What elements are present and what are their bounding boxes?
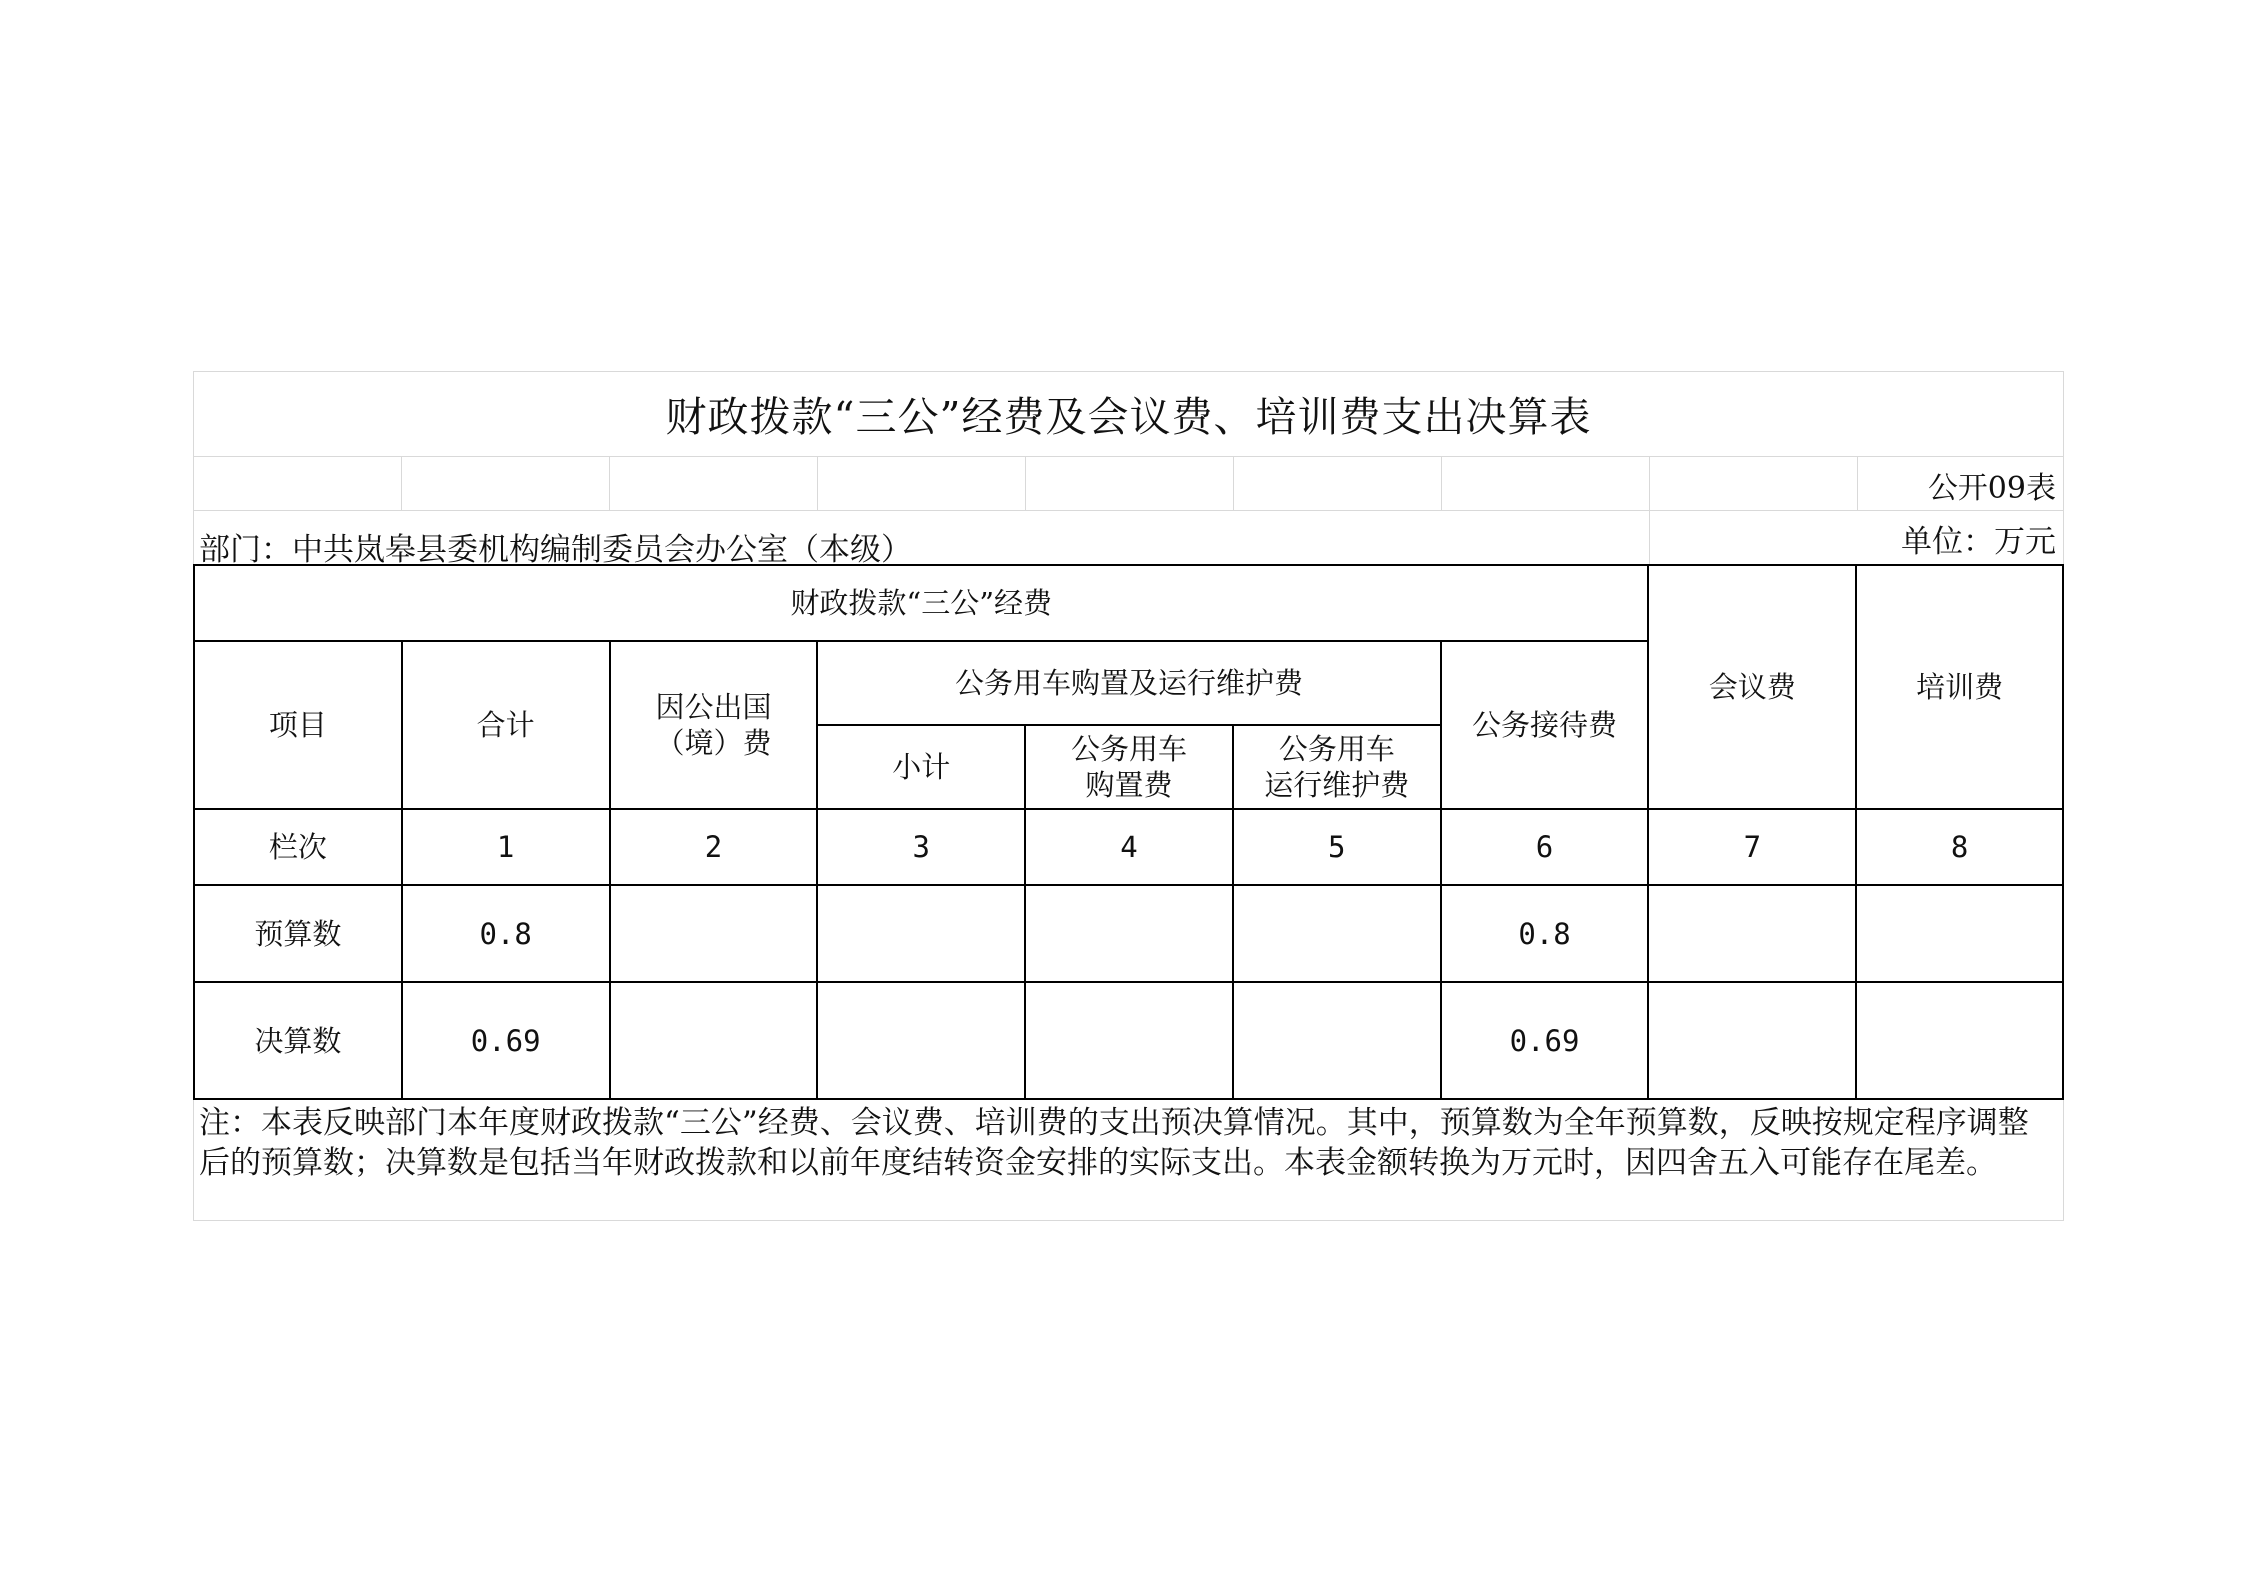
- abroad-header: [610, 641, 818, 809]
- table-row: [194, 982, 2063, 1099]
- table-cell: [817, 982, 1025, 1099]
- table-cell: [610, 982, 818, 1099]
- table-cell: [1233, 885, 1441, 982]
- vehicle-operation-header: [1233, 725, 1441, 809]
- table-cell: [1856, 885, 2063, 982]
- grid-line: [1441, 456, 1442, 510]
- three-public-group-header: 财政拨款“三公”经费: [194, 565, 1648, 641]
- total-header: 合计: [402, 641, 610, 809]
- report-title: 财政拨款“三公”经费及会议费、培训费支出决算表: [665, 393, 1592, 441]
- table-cell: [1856, 982, 2063, 1099]
- table-cell: [1025, 885, 1233, 982]
- unit-label: 单位：万元: [1901, 524, 2056, 560]
- header-row-1: [194, 565, 2063, 641]
- column-index-label: 栏次: [194, 809, 402, 885]
- grid-line: [1025, 456, 1026, 510]
- subtotal-header: 小计: [817, 725, 1025, 809]
- table-cell: 0.69: [1441, 982, 1649, 1099]
- grid-line: [817, 456, 818, 510]
- grid-line: [193, 456, 2064, 457]
- expense-table: [193, 564, 2064, 1100]
- report-sheet: [193, 371, 2064, 1221]
- column-index-cell: 6: [1441, 809, 1649, 885]
- table-cell: [817, 885, 1025, 982]
- abroad-header-line2: （境）费: [655, 726, 772, 760]
- grid-line: [1649, 456, 1650, 564]
- row-label: 决算数: [194, 982, 402, 1099]
- table-cell: [610, 885, 818, 982]
- form-number: 公开09表: [1927, 471, 2056, 506]
- table-row: [194, 885, 2063, 982]
- column-index-cell: 4: [1025, 809, 1233, 885]
- grid-line: [193, 510, 2064, 511]
- grid-line: [1233, 456, 1234, 510]
- grid-line: [1857, 456, 1858, 510]
- column-index-cell: 8: [1856, 809, 2063, 885]
- vehicle-purchase-line1: 公务用车: [1070, 732, 1187, 766]
- item-header: 项目: [194, 641, 402, 809]
- training-header: 培训费: [1856, 565, 2063, 809]
- table-cell: [1025, 982, 1233, 1099]
- grid-line: [193, 1220, 2064, 1221]
- column-index-cell: 7: [1648, 809, 1856, 885]
- reception-header: 公务接待费: [1441, 641, 1649, 809]
- vehicle-purchase-header: [1025, 725, 1233, 809]
- table-cell: [1648, 982, 1856, 1099]
- column-index-cell: 1: [402, 809, 610, 885]
- vehicle-operation-line2: 运行维护费: [1264, 768, 1410, 802]
- table-cell: 0.8: [1441, 885, 1649, 982]
- vehicle-purchase-line2: 购置费: [1085, 768, 1173, 802]
- column-index-cell: 3: [817, 809, 1025, 885]
- footnote: 注：本表反映部门本年度财政拨款“三公”经费、会议费、培训费的支出预决算情况。其中，预算数为全年预算数，反映按规定程序调整后的预算数；决算数是包括当年财政拨款和以前年度结转资金安排的实际支出。本表金额转换为万元时，因四舍五入可能存在尾差。: [199, 1105, 2029, 1181]
- table-cell: 0.69: [402, 982, 610, 1099]
- vehicle-group-header: 公务用车购置及运行维护费: [817, 641, 1440, 725]
- vehicle-operation-line1: 公务用车: [1278, 732, 1395, 766]
- row-label: 预算数: [194, 885, 402, 982]
- grid-line: [609, 456, 610, 510]
- column-index-row: [194, 809, 2063, 885]
- column-index-cell: 5: [1233, 809, 1441, 885]
- column-index-cell: 2: [610, 809, 818, 885]
- table-cell: 0.8: [402, 885, 610, 982]
- table-cell: [1648, 885, 1856, 982]
- department-label: 部门：中共岚皋县委机构编制委员会办公室（本级）: [199, 532, 912, 568]
- meeting-header: 会议费: [1648, 565, 1856, 809]
- abroad-header-line1: 因公出国: [655, 690, 772, 724]
- table-cell: [1233, 982, 1441, 1099]
- grid-line: [401, 456, 402, 510]
